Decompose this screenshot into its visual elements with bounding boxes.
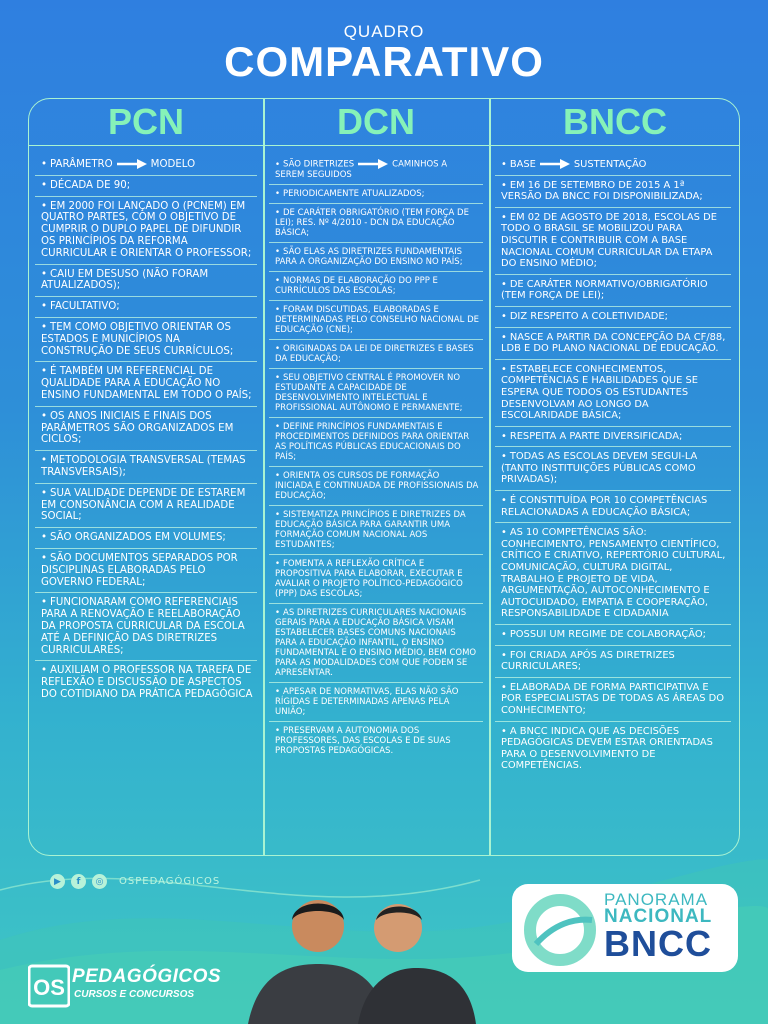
bullet: • bbox=[41, 532, 48, 544]
cell-text: É CONSTITUÍDA POR 10 COMPETÊNCIAS RELACIONADAS A EDUCAÇÃO BÁSICA; bbox=[501, 495, 708, 518]
cell-text: NORMAS DE ELABORAÇÃO DO PPP E CURRÍCULOS DAS ESCOLAS; bbox=[275, 275, 438, 296]
bullet: • bbox=[501, 629, 507, 640]
instagram-icon[interactable]: ◎ bbox=[92, 874, 107, 889]
table-cell bbox=[35, 549, 257, 593]
cell-text: FACULTATIVO; bbox=[50, 301, 120, 313]
header-subtitle: QUADRO bbox=[343, 22, 425, 41]
youtube-icon[interactable]: ▶ bbox=[50, 874, 65, 889]
bullet: • bbox=[275, 304, 281, 315]
cell-text: SÃO ELAS AS DIRETRIZES FUNDAMENTAIS PARA A ORGANIZAÇÃO DO ENSINO NO PAÍS; bbox=[275, 246, 463, 267]
bullet: • bbox=[275, 470, 281, 481]
bullet: • bbox=[41, 552, 48, 564]
bullet: • bbox=[41, 366, 48, 378]
table-cell bbox=[35, 197, 257, 265]
table-cell bbox=[35, 176, 257, 197]
bullet: • bbox=[41, 179, 48, 191]
cell-text: CAIU EM DESUSO (NÃO FORAM ATUALIZADOS); bbox=[41, 268, 209, 292]
table-header-row bbox=[29, 99, 739, 146]
cell-text: ORIGINADAS DA LEI DE DIRETRIZES E BASES DA EDUCAÇÃO; bbox=[275, 343, 474, 364]
os-logo-mark bbox=[28, 964, 70, 1008]
cell-text: ELABORADA DE FORMA PARTICIPATIVA E POR ESPECIALISTAS DE TODAS AS ÁREAS DO CONHECIMENTO; bbox=[501, 681, 725, 716]
table-cell bbox=[269, 467, 483, 506]
bullet: • bbox=[41, 410, 48, 422]
badge-line3: BNCC bbox=[604, 923, 712, 964]
table-cell bbox=[495, 275, 731, 307]
bullet: • bbox=[501, 211, 507, 223]
cell-text: AUXILIAM O PROFESSOR NA TAREFA DE REFLEXÃO E DISCUSSÃO DE ASPECTOS DO COTIDIANO DA PRÁTICA PEDAGÓGICA bbox=[41, 665, 253, 700]
cell-text: PARÂMETRO bbox=[50, 159, 113, 170]
column-bncc bbox=[495, 155, 731, 777]
heading-bncc: BNCC bbox=[563, 101, 667, 142]
bullet: • bbox=[275, 607, 281, 618]
bullet: • bbox=[501, 310, 507, 322]
bullet: • bbox=[275, 159, 281, 170]
table-cell bbox=[269, 369, 483, 418]
table-cell bbox=[35, 362, 257, 406]
cell-text: NASCE A PARTIR DA CONCEPÇÃO DA CF/88, LDB E DO PLANO NACIONAL DE EDUCAÇÃO. bbox=[501, 331, 726, 355]
cell-text: TEM COMO OBJETIVO ORIENTAR OS ESTADOS E MUNICÍPIOS NA CONSTRUÇÃO DE SEUS CURRÍCULOS; bbox=[41, 321, 234, 357]
cell-arrow-target: CAMINHOS A SEREM SEGUIDOS bbox=[275, 159, 448, 180]
table-cell bbox=[269, 243, 483, 272]
table-cell bbox=[269, 722, 483, 761]
cell-text: EM 02 DE AGOSTO DE 2018, ESCOLAS DE TODO O BRASIL SE MOBILIZOU PARA DISCUTIR E CONTRIBUIR COM A BASE NACIONAL COMUM CURRICULAR DA ETAPA DO ENSINO MÉDIO; bbox=[501, 211, 717, 270]
cell-text: PRESERVAM A AUTONOMIA DOS PROFESSORES, DAS ESCOLAS E DE SUAS PROPOSTAS PEDAGÓGICAS. bbox=[275, 725, 451, 756]
cell-text: DEFINE PRINCÍPIOS FUNDAMENTAIS E PROCEDIMENTOS DEFINIDOS PARA ORIENTAR AS POLÍTICAS PÚBLICAS EDUCACIONAIS DO PAÍS; bbox=[275, 421, 470, 462]
table-cell bbox=[495, 646, 731, 678]
arrow-right-icon bbox=[358, 159, 388, 169]
table-cell bbox=[495, 208, 731, 275]
table-cell bbox=[495, 328, 731, 360]
table-cell bbox=[269, 506, 483, 555]
bullet: • bbox=[41, 455, 48, 467]
table-cell bbox=[495, 491, 731, 523]
cell-text: SISTEMATIZA PRINCÍPIOS E DIRETRIZES DA EDUCAÇÃO BÁSICA PARA GARANTIR UMA FORMAÇÃO COMUM NACIONAL AOS ESTUDANTES; bbox=[275, 509, 466, 550]
bullet: • bbox=[501, 495, 507, 507]
bullet: • bbox=[275, 725, 281, 736]
bullet: • bbox=[501, 159, 507, 170]
table-cell bbox=[495, 155, 731, 176]
bullet: • bbox=[501, 725, 507, 737]
bullet: • bbox=[501, 527, 507, 539]
cell-text: A BNCC INDICA QUE AS DECISÕES PEDAGÓGICAS DEVEM ESTAR ORIENTADAS PARA O DESENVOLVIMENTO DE COMPETÊNCIAS. bbox=[501, 725, 713, 772]
cell-text: É TAMBÉM UM REFERENCIAL DE QUALIDADE PARA A EDUCAÇÃO NO ENSINO FUNDAMENTAL EM TODO O PAÍS; bbox=[41, 366, 252, 401]
cell-text: ORIENTA OS CURSOS DE FORMAÇÃO INICIADA E CONTINUADA DE PROFISSIONAIS DA EDUCAÇÃO; bbox=[275, 470, 479, 501]
cell-text: DE CARÁTER OBRIGATÓRIO (TEM FORÇA DE LEI); RES. Nº 4/2010 - DCN DA EDUCAÇÃO BÁSICA; bbox=[275, 207, 469, 238]
bullet: • bbox=[41, 321, 48, 333]
bullet: • bbox=[275, 421, 281, 432]
column-dcn bbox=[269, 155, 483, 761]
cell-text: AS 10 COMPETÊNCIAS SÃO: CONHECIMENTO, PENSAMENTO CIENTÍFICO, CRÍTICO E CRIATIVO, REPERTÓRIO CULTURAL, COMUNICAÇÃO, CULTURA DIGITAL, TRABALHO E PROJETO DE VIDA, ARGUMENTAÇÃO, AUTOCONHECIMENTO E AUTOCUIDADO, EMPATIA E COOPERAÇÃO, RESPONSABILIDADE E CIDADANIA bbox=[501, 527, 726, 620]
table-cell bbox=[35, 407, 257, 451]
bullet: • bbox=[275, 188, 281, 199]
bullet: • bbox=[41, 301, 48, 313]
table-cell bbox=[269, 683, 483, 722]
bullet: • bbox=[501, 430, 507, 442]
cell-text: POSSUI UM REGIME DE COLABORAÇÃO; bbox=[509, 629, 706, 640]
bullet: • bbox=[41, 200, 48, 212]
bullet: • bbox=[41, 268, 48, 280]
table-cell bbox=[35, 265, 257, 298]
cell-text: SÃO DOCUMENTOS SEPARADOS POR DISCIPLINAS ELABORADAS PELO GOVERNO FEDERAL; bbox=[41, 552, 238, 588]
table-cell bbox=[35, 318, 257, 362]
bullet: • bbox=[275, 343, 281, 354]
table-cell bbox=[35, 297, 257, 318]
table-cell bbox=[269, 418, 483, 467]
table-cell bbox=[269, 204, 483, 243]
badge-line1: PANORAMA bbox=[604, 890, 709, 909]
table-cell bbox=[269, 185, 483, 204]
bullet: • bbox=[501, 451, 507, 463]
table-cell bbox=[495, 307, 731, 328]
cell-text: PERIODICAMENTE ATUALIZADOS; bbox=[283, 188, 425, 199]
panorama-bncc-badge bbox=[512, 884, 738, 972]
table-cell bbox=[495, 360, 731, 427]
arrow-right-icon bbox=[117, 159, 147, 169]
bullet: • bbox=[275, 509, 281, 520]
bullet: • bbox=[501, 363, 507, 375]
bullet: • bbox=[275, 207, 281, 218]
cell-text: ESTABELECE CONHECIMENTOS, COMPETÊNCIAS E HABILIDADES QUE SE ESPERA QUE TODOS OS ESTUDANTES DESENVOLVAM AO LONGO DA ESCOLARIDADE BÁSICA; bbox=[501, 363, 698, 422]
table-cell bbox=[495, 523, 731, 625]
table-cell bbox=[35, 593, 257, 661]
bullet: • bbox=[501, 681, 507, 693]
bullet: • bbox=[41, 597, 48, 609]
table-cell bbox=[269, 555, 483, 604]
table-cell bbox=[269, 340, 483, 369]
heading-pcn: PCN bbox=[107, 101, 184, 142]
header bbox=[0, 22, 768, 85]
table-cell bbox=[495, 678, 731, 722]
cell-text: SEU OBJETIVO CENTRAL É PROMOVER NO ESTUDANTE A CAPACIDADE DE DESENVOLVIMENTO INTELECTUAL E PROFISSIONAL AUTÔNOMO E PERMANENTE; bbox=[275, 372, 463, 413]
bullet: • bbox=[501, 179, 507, 191]
cell-text: DÉCADA DE 90; bbox=[50, 179, 131, 191]
table-cell bbox=[35, 155, 257, 176]
page-title: COMPARATIVO bbox=[224, 38, 544, 85]
cell-text: DIZ RESPEITO A COLETIVIDADE; bbox=[509, 310, 668, 322]
cell-text: DE CARÁTER NORMATIVO/OBRIGATÓRIO (TEM FORÇA DE LEI); bbox=[501, 278, 708, 302]
table-cell bbox=[495, 722, 731, 777]
table-cell bbox=[269, 272, 483, 301]
cell-text: EM 16 DE SETEMBRO DE 2015 A 1ª VERSÃO DA BNCC FOI DISPONIBILIZADA; bbox=[501, 179, 703, 203]
cell-text: SÃO ORGANIZADOS EM VOLUMES; bbox=[50, 532, 226, 544]
ring-logo-icon bbox=[514, 884, 606, 972]
bullet: • bbox=[275, 558, 281, 569]
bullet: • bbox=[41, 159, 48, 170]
table-cell bbox=[269, 604, 483, 683]
cell-text: FUNCIONARAM COMO REFERENCIAIS PARA A RENOVAÇÃO E REELABORAÇÃO DA PROPOSTA CURRICULAR DA ESCOLA ATÉ A DEFINIÇÃO DAS DIRETRIZES CURRICULARES; bbox=[41, 597, 245, 656]
social-handle[interactable]: OSPEDAGÓGICOS bbox=[119, 876, 221, 887]
bullet: • bbox=[275, 246, 281, 257]
cell-text: METODOLOGIA TRANSVERSAL (TEMAS TRANSVERSAIS); bbox=[41, 455, 246, 478]
table-cell bbox=[35, 451, 257, 484]
cell-text: OS ANOS INICIAIS E FINAIS DOS PARÂMETROS SÃO ORGANIZADOS EM CICLOS; bbox=[41, 410, 234, 446]
table-cell bbox=[269, 301, 483, 340]
table-cell bbox=[35, 661, 257, 705]
column-divider bbox=[263, 99, 265, 855]
column-divider bbox=[489, 99, 491, 855]
table-cell bbox=[35, 528, 257, 549]
bullet: • bbox=[275, 275, 281, 286]
cell-text: FOMENTA A REFLEXÃO CRÍTICA E PROPOSITIVA PARA ELABORAR, EXECUTAR E AVALIAR O PROJETO POLÍTICO-PEDAGÓGICO (PPP) DAS ESCOLAS; bbox=[275, 558, 463, 599]
bullet: • bbox=[501, 331, 507, 343]
facebook-icon[interactable]: f bbox=[71, 874, 86, 889]
table-cell bbox=[269, 155, 483, 185]
badge-line2: NACIONAL bbox=[604, 906, 713, 927]
cell-text: FORAM DISCUTIDAS, ELABORADAS E DETERMINADAS PELO CONSELHO NACIONAL DE EDUCAÇÃO (CNE); bbox=[275, 304, 479, 335]
table-cell bbox=[495, 447, 731, 491]
table-cell bbox=[495, 427, 731, 448]
cell-arrow-target: SUSTENTAÇÃO bbox=[573, 159, 647, 170]
bullet: • bbox=[275, 372, 281, 383]
cell-text: FOI CRIADA APÓS AS DIRETRIZES CURRICULARES; bbox=[501, 649, 675, 673]
social-bar bbox=[50, 874, 220, 889]
table-cell bbox=[35, 484, 257, 528]
cell-text: SUA VALIDADE DEPENDE DE ESTAREM EM CONSONÂNCIA COM A REALIDADE SOCIAL; bbox=[41, 487, 246, 523]
cell-text: SÃO DIRETRIZES bbox=[283, 159, 355, 170]
arrow-right-icon bbox=[540, 159, 570, 169]
table-cell bbox=[495, 625, 731, 646]
cell-text: RESPEITA A PARTE DIVERSIFICADA; bbox=[509, 430, 683, 442]
cell-text: TODAS AS ESCOLAS DEVEM SEGUI-LA (TANTO INSTITUIÇÕES PÚBLICAS COMO PRIVADAS); bbox=[501, 451, 698, 486]
cell-text: APESAR DE NORMATIVAS, ELAS NÃO SÃO RÍGIDAS E DETERMINADAS APENAS PELA UNIÃO; bbox=[275, 686, 459, 717]
logo-mark-text: OS bbox=[33, 975, 65, 1000]
brand-logo bbox=[28, 964, 222, 1012]
brand-name: PEDAGÓGICOS bbox=[72, 966, 222, 987]
presenters-photo bbox=[238, 884, 478, 1024]
heading-dcn: DCN bbox=[337, 101, 415, 142]
table-cell bbox=[495, 176, 731, 208]
cell-arrow-target: MODELO bbox=[150, 159, 196, 170]
column-pcn bbox=[35, 155, 257, 706]
comparison-table bbox=[28, 98, 740, 856]
bullet: • bbox=[41, 665, 48, 677]
cell-text: AS DIRETRIZES CURRICULARES NACIONAIS GERAIS PARA A EDUCAÇÃO BÁSICA VISAM ESTABELECER BASES COMUNS NACIONAIS PARA A EDUCAÇÃO INFANTIL, O ENSINO FUNDAMENTAL E O ENSINO MÉDIO, BEM COMO PARA AS MODALIDADES COM QUE PODEM SE APRESENTAR. bbox=[275, 607, 477, 678]
cell-text: EM 2000 FOI LANÇADO O (PCNEM) EM QUATRO PARTES, COM O OBJETIVO DE CUMPRIR O DUPLO PAPEL DE DIFUNDIR OS PRINCÍPIOS DA REFORMA CURRICULAR E ORIENTAR O PROFESSOR; bbox=[41, 200, 252, 259]
bullet: • bbox=[41, 487, 48, 499]
cell-text: BASE bbox=[509, 159, 536, 170]
bullet: • bbox=[501, 649, 507, 661]
bullet: • bbox=[501, 278, 507, 290]
bullet: • bbox=[275, 686, 281, 697]
brand-tagline: CURSOS E CONCURSOS bbox=[74, 989, 195, 1000]
